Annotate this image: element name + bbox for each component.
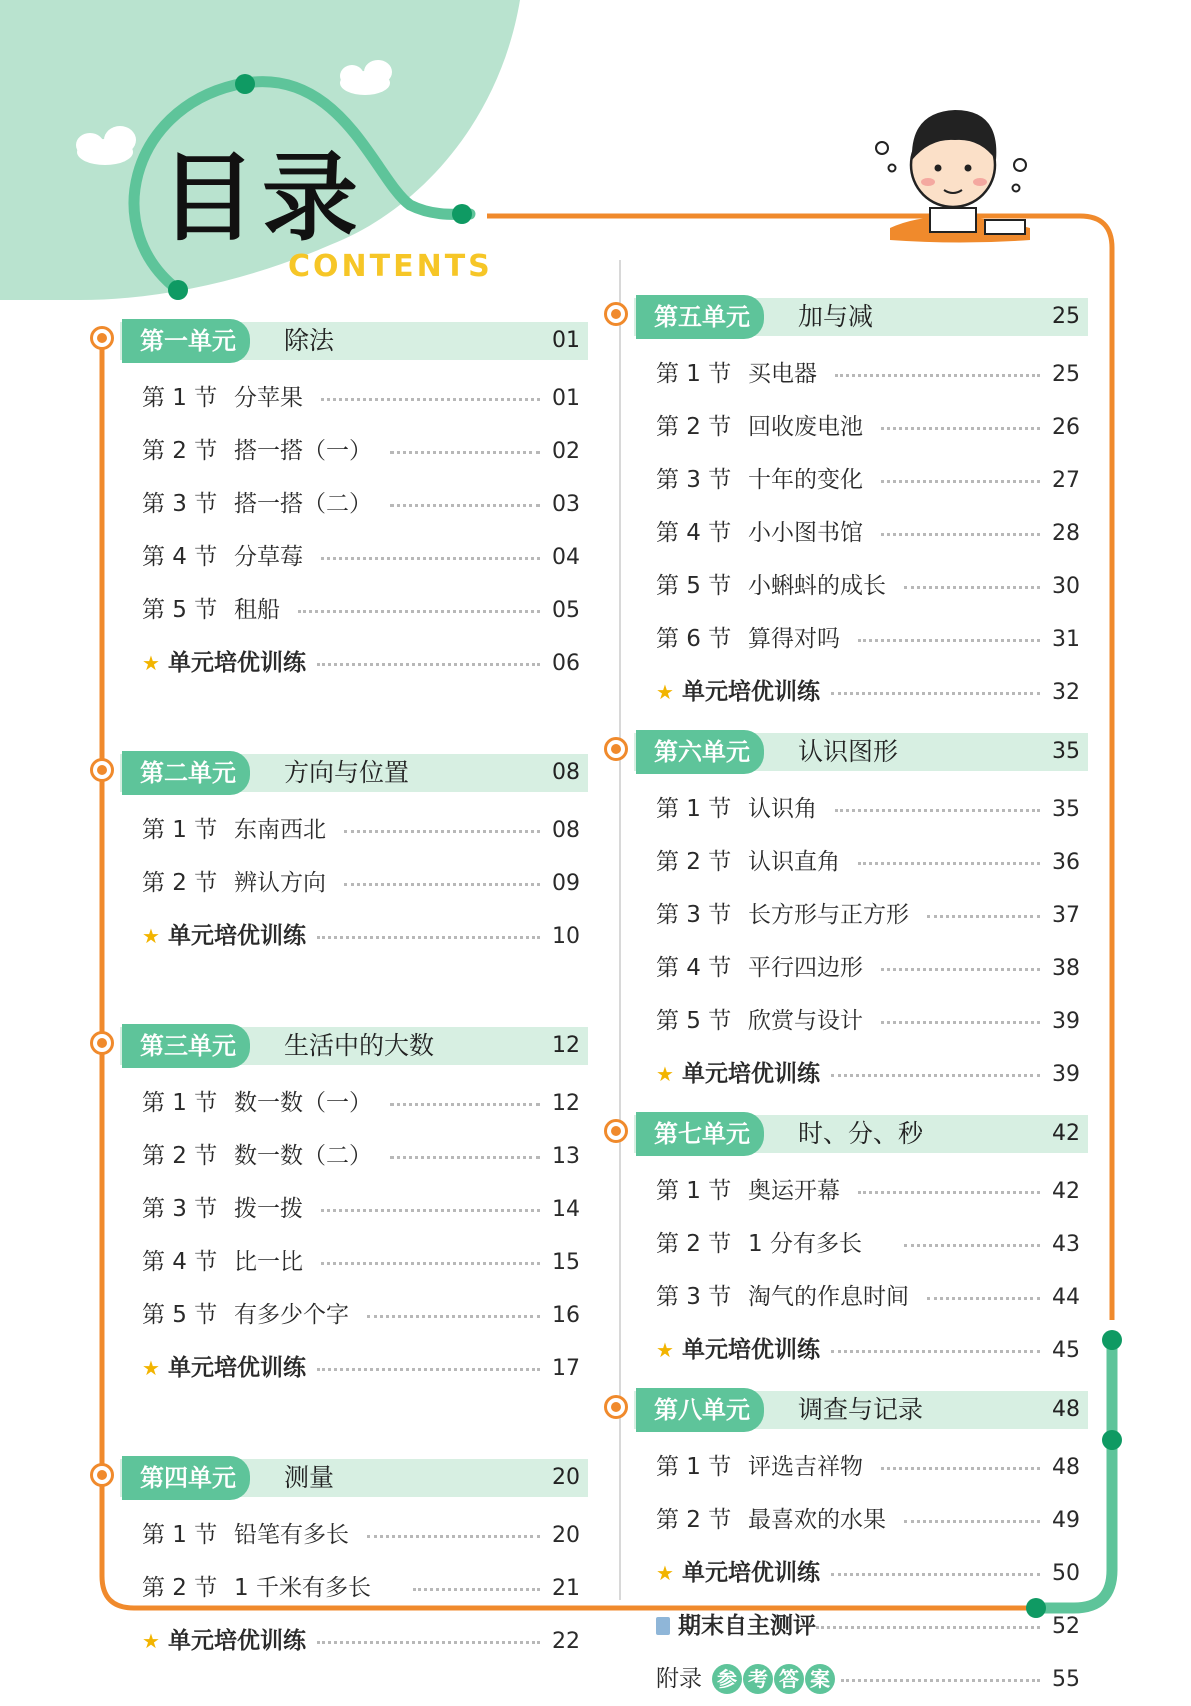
entry-page-number: 08	[552, 818, 580, 843]
leader-dots	[835, 374, 1040, 377]
toc-entry[interactable]	[102, 1342, 588, 1395]
leader-dots	[831, 1074, 1040, 1077]
entry-title: 数一数（二）	[234, 1143, 372, 1169]
section-number: 第 2 节	[656, 1507, 732, 1533]
leader-dots	[927, 915, 1040, 918]
entry-title: 长方形与正方形	[748, 902, 909, 928]
leader-dots	[344, 883, 540, 886]
entry-title: 淘气的作息时间	[748, 1284, 909, 1310]
unit-spacer	[102, 963, 588, 1019]
section-number: 第 1 节	[142, 1522, 218, 1548]
answer-key-chip: 参	[712, 1664, 742, 1694]
entry-title: 比一比	[234, 1249, 303, 1275]
entry-page-number: 39	[1052, 1009, 1080, 1034]
leader-dots	[317, 1641, 540, 1644]
entry-title: 小蝌蚪的成长	[748, 573, 886, 599]
entry-title: 数一数（一）	[234, 1090, 372, 1116]
toc-entry[interactable]	[102, 910, 588, 963]
entry-page-number: 55	[1052, 1667, 1080, 1692]
toc-entry[interactable]	[102, 1236, 588, 1289]
section-number: 第 1 节	[142, 1090, 218, 1116]
toc-entry[interactable]	[102, 584, 588, 637]
entry-title: 最喜欢的水果	[748, 1507, 886, 1533]
toc-entry[interactable]	[102, 857, 588, 910]
unit-bullet-icon	[90, 326, 114, 350]
unit-tag: 第七单元	[636, 1112, 764, 1156]
entry-title: 分苹果	[234, 385, 303, 411]
answer-key-chip: 考	[743, 1664, 773, 1694]
unit-bullet-icon	[90, 758, 114, 782]
leader-dots	[881, 1467, 1040, 1470]
entry-page-number: 28	[1052, 521, 1080, 546]
unit-name: 加与减	[798, 302, 874, 331]
entry-page-number: 31	[1052, 627, 1080, 652]
entry-page-number: 26	[1052, 415, 1080, 440]
leader-dots	[317, 663, 540, 666]
unit-page-number: 12	[552, 1033, 580, 1058]
toc-entry[interactable]	[616, 666, 1088, 719]
section-number: 第 6 节	[656, 626, 732, 652]
entry-title: 期末自主测评	[678, 1613, 816, 1639]
section-number: 第 4 节	[656, 520, 732, 546]
entry-title: 单元培优训练	[682, 1337, 820, 1363]
entry-page-number: 09	[552, 871, 580, 896]
entry-title: 平行四边形	[748, 955, 863, 981]
entry-page-number: 49	[1052, 1508, 1080, 1533]
toc-entry[interactable]	[616, 836, 1088, 889]
leader-dots	[881, 427, 1040, 430]
entry-page-number: 16	[552, 1303, 580, 1328]
toc-entry[interactable]	[102, 1509, 588, 1562]
entry-title: 小小图书馆	[748, 520, 863, 546]
leader-dots	[881, 1021, 1040, 1024]
unit-name: 测量	[284, 1463, 335, 1492]
toc-entry[interactable]	[616, 1547, 1088, 1600]
leader-dots	[831, 692, 1040, 695]
leader-dots	[816, 1626, 1040, 1629]
toc-entry[interactable]	[616, 995, 1088, 1048]
leader-dots	[317, 1368, 540, 1371]
leader-dots	[835, 809, 1040, 812]
unit-header[interactable]	[616, 1107, 1088, 1165]
leader-dots	[390, 504, 540, 507]
unit-header[interactable]	[102, 1451, 588, 1509]
leader-dots	[831, 1573, 1040, 1576]
section-number: 第 2 节	[142, 438, 218, 464]
section-number: 第 1 节	[142, 817, 218, 843]
star-icon: ★	[656, 1338, 674, 1362]
entry-title: 铅笔有多长	[234, 1522, 349, 1548]
document-icon	[656, 1617, 670, 1635]
entry-page-number: 01	[552, 386, 580, 411]
star-icon: ★	[656, 680, 674, 704]
section-number: 第 3 节	[656, 1284, 732, 1310]
leader-dots	[390, 1156, 540, 1159]
leader-dots	[321, 557, 540, 560]
entry-title: 单元培优训练	[168, 1355, 306, 1381]
entry-page-number: 20	[552, 1523, 580, 1548]
unit-page-number: 48	[1052, 1397, 1080, 1422]
entry-page-number: 13	[552, 1144, 580, 1169]
toc-entry[interactable]	[102, 531, 588, 584]
toc-entry[interactable]	[616, 1048, 1088, 1101]
entry-page-number: 05	[552, 598, 580, 623]
leader-dots	[321, 398, 540, 401]
toc-entry[interactable]	[616, 454, 1088, 507]
entry-title: 认识角	[748, 796, 817, 822]
entry-page-number: 03	[552, 492, 580, 517]
entry-page-number: 30	[1052, 574, 1080, 599]
entry-title: 十年的变化	[748, 467, 863, 493]
unit-bullet-icon	[604, 302, 628, 326]
entry-page-number: 42	[1052, 1179, 1080, 1204]
entry-title: 单元培优训练	[682, 679, 820, 705]
unit-tag: 第五单元	[636, 295, 764, 339]
toc-entry[interactable]	[102, 1077, 588, 1130]
entry-page-number: 02	[552, 439, 580, 464]
toc-entry[interactable]	[616, 1324, 1088, 1377]
entry-page-number: 45	[1052, 1338, 1080, 1363]
leader-dots	[317, 936, 540, 939]
toc-entry[interactable]	[102, 478, 588, 531]
unit-header[interactable]	[102, 746, 588, 804]
star-icon: ★	[142, 1356, 160, 1380]
leader-dots	[390, 1103, 540, 1106]
entry-page-number: 27	[1052, 468, 1080, 493]
unit-spacer	[102, 690, 588, 746]
leader-dots	[841, 1679, 1040, 1682]
entry-page-number: 10	[552, 924, 580, 949]
unit-tag: 第六单元	[636, 730, 764, 774]
unit-header[interactable]	[102, 1019, 588, 1077]
entry-title: 认识直角	[748, 849, 840, 875]
leader-dots	[904, 586, 1040, 589]
star-icon: ★	[142, 651, 160, 675]
star-icon: ★	[142, 924, 160, 948]
entry-page-number: 52	[1052, 1614, 1080, 1639]
leader-dots	[367, 1315, 540, 1318]
entry-page-number: 17	[552, 1356, 580, 1381]
entry-title: 1 分有多长	[748, 1231, 862, 1257]
entry-page-number: 50	[1052, 1561, 1080, 1586]
leader-dots	[344, 830, 540, 833]
answer-key-chip: 答	[774, 1664, 804, 1694]
unit-page-number: 42	[1052, 1121, 1080, 1146]
unit-page-number: 08	[552, 760, 580, 785]
entry-page-number: 37	[1052, 903, 1080, 928]
entry-title: 拨一拨	[234, 1196, 303, 1222]
unit-page-number: 20	[552, 1465, 580, 1490]
entry-title: 搭一搭（一）	[234, 438, 372, 464]
entry-page-number: 48	[1052, 1455, 1080, 1480]
toc-entry[interactable]	[616, 942, 1088, 995]
toc-entry[interactable]	[616, 401, 1088, 454]
unit-page-number: 35	[1052, 739, 1080, 764]
toc-entry[interactable]	[102, 425, 588, 478]
toc-entry[interactable]	[616, 1441, 1088, 1494]
entry-title: 奥运开幕	[748, 1178, 840, 1204]
unit-name: 生活中的大数	[284, 1031, 435, 1060]
answer-key-badge	[712, 1653, 836, 1706]
entry-title: 欣赏与设计	[748, 1008, 863, 1034]
toc-column-right	[616, 290, 1088, 1706]
entry-page-number: 04	[552, 545, 580, 570]
unit-tag: 第三单元	[122, 1024, 250, 1068]
unit-name: 认识图形	[798, 737, 899, 766]
entry-page-number: 38	[1052, 956, 1080, 981]
boy-reading-icon	[876, 110, 1030, 243]
leader-dots	[881, 533, 1040, 536]
star-icon: ★	[142, 1629, 160, 1653]
section-number: 第 4 节	[142, 1249, 218, 1275]
entry-page-number: 44	[1052, 1285, 1080, 1310]
entry-page-number: 39	[1052, 1062, 1080, 1087]
section-number: 第 3 节	[656, 467, 732, 493]
entry-page-number: 14	[552, 1197, 580, 1222]
toc-entry[interactable]	[616, 1494, 1088, 1547]
entry-title: 回收废电池	[748, 414, 863, 440]
section-number: 第 2 节	[656, 414, 732, 440]
section-number: 第 4 节	[656, 955, 732, 981]
unit-name: 时、分、秒	[798, 1119, 924, 1148]
toc-entry[interactable]	[616, 1165, 1088, 1218]
leader-dots	[904, 1244, 1040, 1247]
entry-title: 评选吉祥物	[748, 1454, 863, 1480]
toc-entry[interactable]	[616, 783, 1088, 836]
toc-entry[interactable]	[616, 889, 1088, 942]
leader-dots	[321, 1209, 540, 1212]
section-number: 第 2 节	[656, 1231, 732, 1257]
toc-entry[interactable]	[616, 1271, 1088, 1324]
toc-entry[interactable]	[616, 1218, 1088, 1271]
entry-page-number: 12	[552, 1091, 580, 1116]
toc-entry[interactable]	[102, 1562, 588, 1615]
section-number: 第 2 节	[656, 849, 732, 875]
leader-dots	[413, 1588, 540, 1591]
entry-title: 1 千米有多长	[234, 1575, 371, 1601]
unit-bullet-icon	[90, 1463, 114, 1487]
unit-name: 除法	[284, 326, 335, 355]
section-number: 第 5 节	[656, 1008, 732, 1034]
unit-header[interactable]	[616, 290, 1088, 348]
section-number: 第 1 节	[142, 385, 218, 411]
entry-page-number: 06	[552, 651, 580, 676]
unit-tag: 第四单元	[122, 1456, 250, 1500]
unit-tag: 第二单元	[122, 751, 250, 795]
answer-key-chip: 案	[805, 1664, 835, 1694]
unit-spacer	[102, 1395, 588, 1451]
unit-bullet-icon	[604, 737, 628, 761]
toc-entry[interactable]	[616, 507, 1088, 560]
unit-page-number: 01	[552, 328, 580, 353]
entry-title: 分草莓	[234, 544, 303, 570]
section-number: 第 1 节	[656, 796, 732, 822]
leader-dots	[390, 451, 540, 454]
section-number: 第 3 节	[656, 902, 732, 928]
unit-bullet-icon	[604, 1395, 628, 1419]
leader-dots	[858, 639, 1040, 642]
toc-entry[interactable]	[102, 804, 588, 857]
leader-dots	[831, 1350, 1040, 1353]
unit-header[interactable]	[616, 1383, 1088, 1441]
toc-entry[interactable]	[616, 1600, 1088, 1653]
section-number: 第 2 节	[142, 870, 218, 896]
entry-title: 单元培优训练	[682, 1560, 820, 1586]
leader-dots	[321, 1262, 540, 1265]
section-number: 第 4 节	[142, 544, 218, 570]
unit-bullet-icon	[604, 1119, 628, 1143]
toc-entry[interactable]	[616, 613, 1088, 666]
entry-title: 单元培优训练	[168, 923, 306, 949]
entry-title: 有多少个字	[234, 1302, 349, 1328]
leader-dots	[904, 1520, 1040, 1523]
entry-title: 租船	[234, 597, 280, 623]
section-number: 第 3 节	[142, 1196, 218, 1222]
leader-dots	[881, 480, 1040, 483]
leader-dots	[858, 862, 1040, 865]
entry-title: 单元培优训练	[168, 1628, 306, 1654]
page-subtitle: CONTENTS	[288, 249, 493, 284]
entry-page-number: 32	[1052, 680, 1080, 705]
entry-page-number: 36	[1052, 850, 1080, 875]
unit-tag: 第一单元	[122, 319, 250, 363]
section-number: 第 2 节	[142, 1143, 218, 1169]
page-title: 目录	[160, 142, 364, 254]
unit-header[interactable]	[616, 725, 1088, 783]
entry-page-number: 22	[552, 1629, 580, 1654]
leader-dots	[858, 1191, 1040, 1194]
star-icon: ★	[656, 1561, 674, 1585]
entry-page-number: 35	[1052, 797, 1080, 822]
leader-dots	[881, 968, 1040, 971]
appendix-label: 附录	[656, 1666, 702, 1692]
toc-entry[interactable]	[102, 1130, 588, 1183]
entry-title: 算得对吗	[748, 626, 840, 652]
entry-title: 买电器	[748, 361, 817, 387]
unit-name: 调查与记录	[798, 1395, 924, 1424]
section-number: 第 1 节	[656, 361, 732, 387]
toc-entry[interactable]	[616, 348, 1088, 401]
unit-name: 方向与位置	[284, 758, 410, 787]
entry-title: 东南西北	[234, 817, 326, 843]
entry-page-number: 43	[1052, 1232, 1080, 1257]
leader-dots	[298, 610, 540, 613]
leader-dots	[927, 1297, 1040, 1300]
unit-page-number: 25	[1052, 304, 1080, 329]
unit-header[interactable]	[102, 314, 588, 372]
leader-dots	[367, 1535, 540, 1538]
section-number: 第 5 节	[142, 1302, 218, 1328]
entry-title: 辨认方向	[234, 870, 326, 896]
entry-title: 单元培优训练	[168, 650, 306, 676]
toc-entry[interactable]	[616, 560, 1088, 613]
section-number: 第 5 节	[656, 573, 732, 599]
entry-title: 搭一搭（二）	[234, 491, 372, 517]
toc-entry[interactable]	[102, 372, 588, 425]
section-number: 第 5 节	[142, 597, 218, 623]
section-number: 第 2 节	[142, 1575, 218, 1601]
toc-entry[interactable]	[616, 1653, 1088, 1706]
entry-page-number: 15	[552, 1250, 580, 1275]
entry-page-number: 21	[552, 1576, 580, 1601]
unit-tag: 第八单元	[636, 1388, 764, 1432]
toc-entry[interactable]	[102, 1183, 588, 1236]
unit-bullet-icon	[90, 1031, 114, 1055]
section-number: 第 1 节	[656, 1178, 732, 1204]
entry-title: 单元培优训练	[682, 1061, 820, 1087]
star-icon: ★	[656, 1062, 674, 1086]
toc-entry[interactable]	[102, 1289, 588, 1342]
section-number: 第 1 节	[656, 1454, 732, 1480]
section-number: 第 3 节	[142, 491, 218, 517]
toc-column-left	[102, 314, 588, 1668]
toc-entry[interactable]	[102, 637, 588, 690]
toc-entry[interactable]	[102, 1615, 588, 1668]
entry-page-number: 25	[1052, 362, 1080, 387]
